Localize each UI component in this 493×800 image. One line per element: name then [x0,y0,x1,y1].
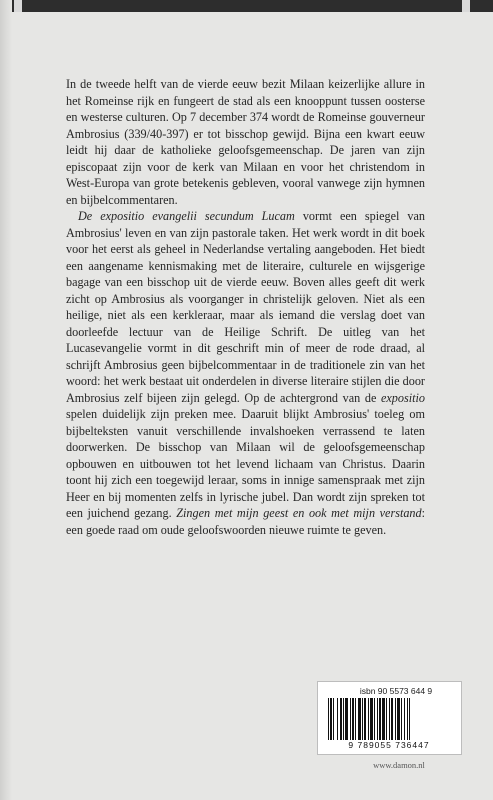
barcode-bar [330,698,332,740]
spine-shadow [0,0,12,800]
blurb-paragraph-2-part-c: : een goede raad om oude geloofswoorden nieuwe ruimte te geven. [66,506,426,537]
barcode-bar [362,698,363,740]
barcode-bar [345,698,348,740]
barcode-digits: 9 789055 736447 [348,740,430,750]
barcode-bar [395,698,396,740]
barcode-bar [343,698,344,740]
barcode-bar [370,698,373,740]
isbn-label: isbn 90 5573 644 9 [359,686,433,696]
barcode-bar [382,698,385,740]
barcode-bar [337,698,338,740]
barcode-bar [364,698,366,740]
blurb-paragraph-2-part-a: vormt een spiegel van Ambrosius' leven en van zijn pastorale taken. Het werk wordt in dit boek voor het eerst als geheel in Nederlandse vertaling aangeboden. Het biedt een aangename kennismaking met de literaire, culturele en wijsgerige bagage van een bisschop uit de vierde eeuw. Boven alles geeft dit werk zicht op Ambrosius als voorganger in christelijk geloven. Niet als een heilige, niet als een kerkleraar, maar als iemand die verslag doet van doorleefde lectuur van de Heilige Schrift. De uitleg van het Lucasevangelie vormt in dit geschrift min of meer de rode draad, al schrijft Ambrosius geen bijbelcommentaar in de traditionele zin van het woord: het werk bestaat uit onderdelen in diverse literaire stijlen die door Ambrosius zelf bijeen zijn gelegd. Op de achtergrond van de [66,209,425,405]
top-edge-tab-right [462,0,470,12]
barcode-bar [407,698,408,740]
publisher-url: www.damon.nl [373,760,425,770]
top-edge [0,0,493,12]
barcode-bar [358,698,361,740]
barcode-bar [374,698,375,740]
book-title-italic: De expositio evangelii secundum Lucam [78,209,295,223]
top-edge-tab-left [14,0,22,12]
barcode-bar [355,698,356,740]
barcode-bar [391,698,393,740]
barcode-bar [409,698,410,740]
blurb-paragraph-1: In de tweede helft van de vierde eeuw bezit Milaan keizerlijke allure in het Romeinse rijk en fungeert de stad als een knooppunt tussen oosterse en westerse culturen. Op 7 december 374 wordt de Romeinse gouverneur Ambrosius (339/40-397) er tot bisschop gewijd. Bijna een kwart eeuw leidt hij daar de katholieke geloofsgemeenschap. De jaren van zijn episcopaat zijn voor de kerk van Milaan en voor het christendom in West-Europa van grote betekenis gebleven, vooral vanwege zijn hymnen en bijbelcommentaren. [66,77,425,207]
barcode-bar [404,698,405,740]
quote-italic: Zingen met mijn geest en ook met mijn verstand [176,506,422,520]
barcode-bar [340,698,342,740]
barcode-bar [352,698,354,740]
expositio-italic: expositio [380,390,425,405]
barcode-bar [386,698,387,740]
blurb-paragraph-2 [66,208,425,538]
barcode-bar [379,698,381,740]
blurb-text [66,76,425,538]
barcode-bar [333,698,334,740]
barcode-bar [389,698,390,740]
barcode-bar [397,698,400,740]
blurb-paragraph-2-part-b: spelen duidelijk zijn preken mee. Daaruit blijkt Ambrosius' toeleg om bijbelteksten vanuit verschillende invalshoeken verrassend te laten doorwerken. De bisschop van Milaan wil de geloofsgemeenschap opbouwen en uitbouwen tot het levend lichaam van Christus. Daarin toont hij zich een toegewijd leraar, soms in innige samenspraak met zijn Heer en bij momenten zelfs in lyrische jubel. Dan wordt zijn spreken tot een juichend gezang. [66,407,425,520]
barcode-box [317,681,462,755]
barcode-bar [401,698,402,740]
barcode-bar [328,698,329,740]
barcode-bar [377,698,378,740]
barcode-bars [328,698,452,740]
barcode-bar [350,698,351,740]
barcode-bar [368,698,369,740]
